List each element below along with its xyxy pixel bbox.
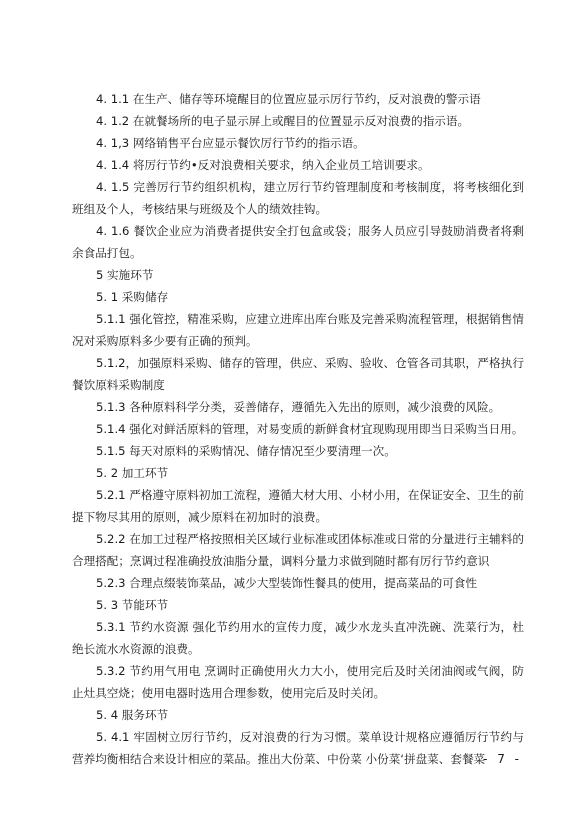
section-heading: 5. 2 加工环节 — [96, 466, 169, 480]
document-body — [72, 88, 524, 770]
body-paragraph: 5.2.2 在加工过程严格按照相关区域行业标准或团体标准或日常的分量进行主辅料的合理搭配；烹调过程准确投放油脂分量，调料分量力求做到随时都有厉行节约意识 — [72, 532, 524, 568]
body-paragraph: 4. 1.1 在生产、储存等环境醒目的位置应显示厉行节约，反对浪费的警示语 — [96, 92, 481, 106]
body-paragraph: 4. 1.5 完善厉行节约组织机构，建立厉行节约管理制度和考核制度，将考核细化到班组及个人，考核结果与班级及个人的绩效挂钩。 — [72, 180, 524, 216]
body-paragraph: 4. 1.6 餐饮企业应为消费者提供安全打包盒或袋；服务人员应引导鼓励消费者将剩余食品打包。 — [72, 224, 524, 260]
body-paragraph: 5.2.3 合理点缀装饰菜品，减少大型装饰性餐具的使用，提高菜品的可食性 — [96, 576, 477, 590]
body-paragraph: 5.1.4 强化对鲜活原料的管理，对易变质的新鲜食材宜现购现用即当日采购当日用。 — [96, 422, 524, 436]
section-heading: 5 实施环节 — [96, 268, 154, 282]
page-number: - 7 - — [483, 752, 522, 766]
body-paragraph: 4. 1.4 将厉行节约•反对浪费相关要求，纳入企业员工培训要求。 — [96, 158, 430, 172]
body-paragraph: 5.1.1 强化管控，精准采购，应建立进库出库台账及完善采购流程管理，根据销售情况对采购原料多少要有正确的预判。 — [72, 312, 524, 348]
body-paragraph: 5.3.1 节约水资源 强化节约用水的宣传力度，减少水龙头直冲洗碗、洗菜行为，杜绝长流水水资源的浪费。 — [72, 620, 524, 656]
body-paragraph: 5.1.5 每天对原料的采购情况、储存情况至少要清理一次。 — [96, 444, 396, 458]
section-heading: 5. 4 服务环节 — [96, 708, 169, 722]
body-paragraph: 5.1.2，加强原料采购、储存的管理，供应、采购、验收、仓管各司其职，严格执行餐饮原料采购制度 — [72, 356, 524, 392]
body-paragraph: 4. 1.2 在就餐场所的电子显示屏上或醒目的位置显示反对浪费的指示语。 — [96, 114, 470, 128]
section-heading: 5. 3 节能环节 — [96, 598, 169, 612]
section-heading: 5. 1 采购储存 — [96, 290, 169, 304]
body-paragraph: 5.2.1 严格遵守原料初加工流程，遵循大材大用、小材小用，在保证安全、卫生的前提下物尽其用的原则，减少原料在初加时的浪费。 — [72, 488, 524, 524]
body-paragraph: 4. 1,3 网络销售平台应显示餐饮厉行节约的指示语。 — [96, 136, 365, 150]
body-paragraph: 5.1.3 各种原料科学分类，妥善储存，遵循先入先出的原则，减少浪费的风险。 — [96, 400, 501, 414]
body-paragraph: 5.3.2 节约用气用电 烹调时正确使用火力大小，使用完后及时关闭油阀或气阀，防止灶具空烧；使用电器时选用合理参数，使用完后及时关闭。 — [72, 664, 524, 700]
body-paragraph: 5. 4.1 牢固树立厉行节约，反对浪费的行为习惯。菜单设计规格应遵循厉行节约与营养均衡相结合来设计相应的菜品。推出大份菜、中份菜 小份菜‘拼盘菜、套餐菜 — [72, 730, 524, 766]
